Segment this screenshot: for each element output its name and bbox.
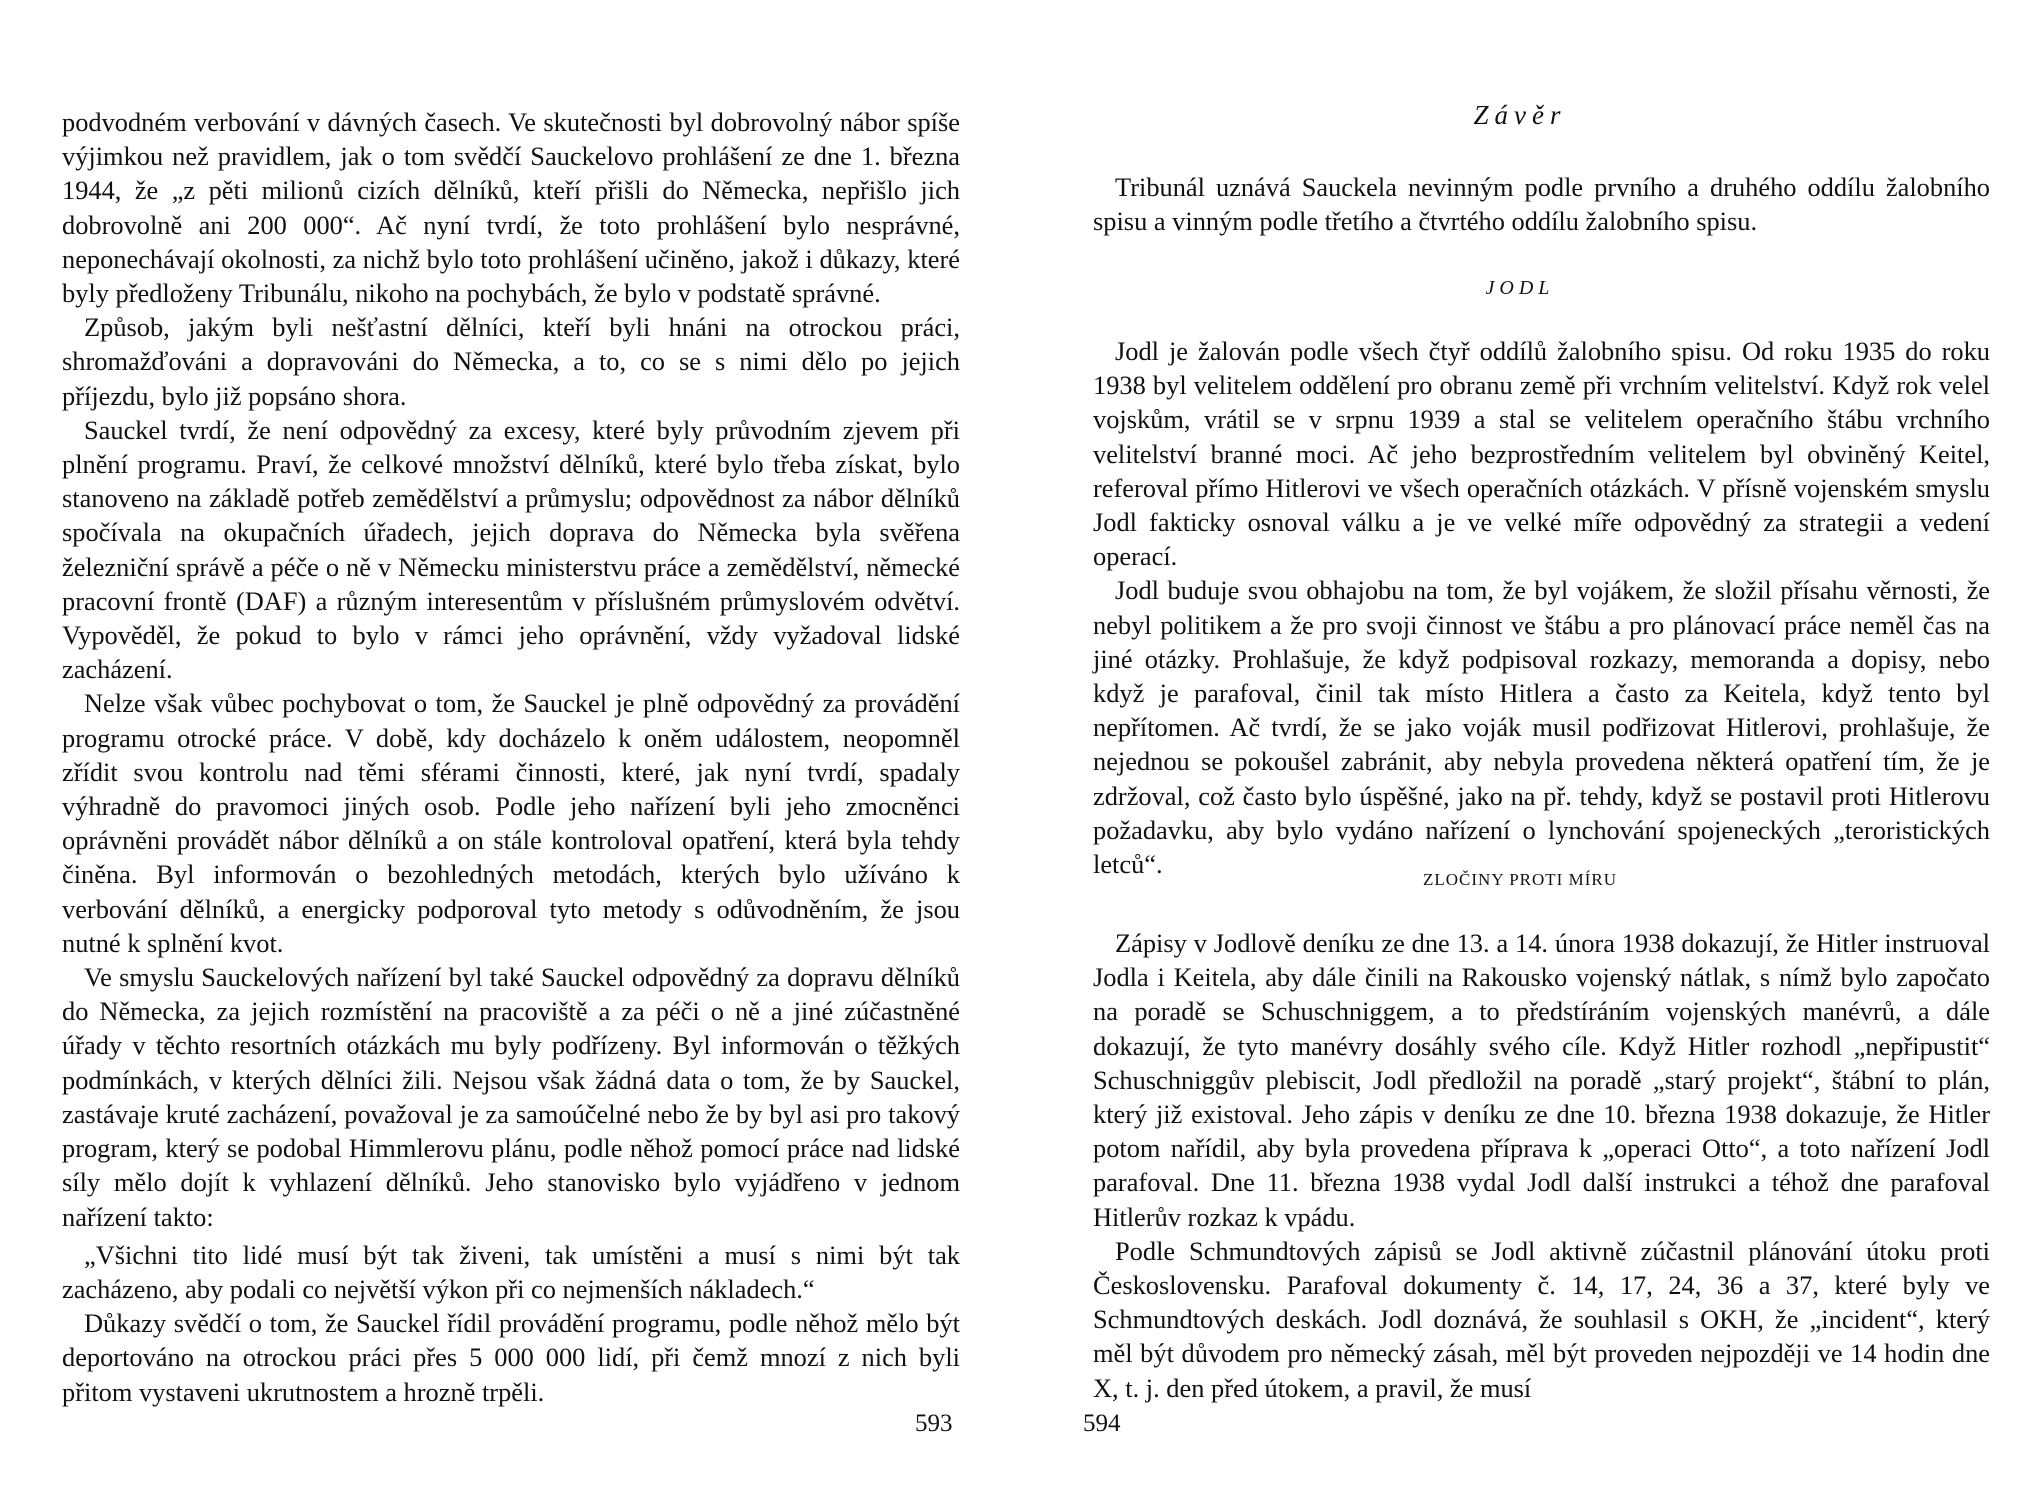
zaver-paragraph: Tribunál uznává Sauckela nevinným podle prvního a druhého oddílu žalobního spisu a vinným podle třetího a čtvrtého oddílu žalobního spisu. xyxy=(1093,172,1990,237)
jodl-paragraph: Jodl buduje svou obhajobu na tom, že byl vojákem, že složil přísahu věrnosti, že nebyl politikem a že pro svoji činnost ve štábu a pro plánovací práce neměl čas na jiné otázky. Prohlašuje, že když podpisoval rozkazy, memoranda a dopisy, nebo když je parafoval, činil tak místo Hitlera a často za Keitela, když tento byl nepřítomen. Ač tvrdí, že se jako voják musil podřizovat Hitlerovi, prohlašuje, že nejednou se pokoušel zabránit, aby nebyla provedena některá opatření tím, že je zdržoval, což často bylo úspěšné, jako na př. tehdy, když se postavil proti Hitlerovu požadavku, aby bylo vydáno nařízení o lynchování spojeneckých „teroristických letců“. xyxy=(1093,575,1990,880)
zlociny-text-block xyxy=(1093,926,1990,1405)
left-page xyxy=(0,0,1010,1500)
right-page xyxy=(1010,0,2030,1500)
zlociny-paragraph: Zápisy v Jodlově deníku ze dne 13. a 14. února 1938 dokazují, že Hitler instruoval Jodla i Keitela, aby dále činili na Rakousko vojenský nátlak, s nímž bylo započato na poradě se Schuschniggem, a to předstíráním vojenských manévrů, a dále dokazují, že tyto manévry dosáhly svého cíle. Když Hitler rozhodl „nepřipustit“ Schuschniggův plebiscit, Jodl předložil na poradě „starý projekt“, štábní to plán, který již existoval. Jeho zápis v deníku ze dne 10. března 1938 dokazuje, že Hitler potom nařídil, aby byla provedena příprava k „operaci Otto“, a toto nařízení Jodl parafoval. Dne 11. března 1938 vydal Jodl další instrukci a téhož dne parafoval Hitlerův rozkaz k vpádu. xyxy=(1093,928,1990,1232)
zaver-heading: Závěr xyxy=(1473,100,1567,130)
left-paragraph-quote: „Všichni tito lidé musí být tak živeni, tak umístěni a musí s nimi být tak zacházeno, aby podali co největší výkon při co nejmenších nákladech.“ xyxy=(62,1239,960,1304)
page-number-right: 594 xyxy=(1083,1410,1121,1437)
left-paragraph: Sauckel tvrdí, že není odpovědný za excesy, které byly průvodním zjevem při plnění programu. Praví, že celkové množství dělníků, které bylo třeba získat, bylo stanoveno na základě potřeb zemědělství a průmyslu; odpovědnost za nábor dělníků spočívala na okupačních úřadech, jejich doprava do Německa byla svěřena železniční správě a péče o ně v Německu ministerstvu práce a zemědělství, německé pracovní frontě (DAF) a různým interesentům v příslušném průmyslovém odvětví. Vypověděl, že pokud to bylo v rámci jeho oprávnění, vždy vyžadoval lidské zacházení. xyxy=(62,414,960,685)
jodl-text-block xyxy=(1093,334,1990,881)
jodl-heading: JODL xyxy=(1485,277,1555,299)
zlociny-heading: ZLOČINY PROTI MÍRU xyxy=(1423,870,1617,889)
left-paragraph: Ve smyslu Sauckelových nařízení byl také Sauckel odpovědný za dopravu dělníků do Německa, za jejich rozmístění na pracoviště a za péči o ně a jiné zúčastněné úřady v těchto resortních otázkách mu byly podřízeny. Byl informován o těžkých podmínkách, v kterých dělníci žili. Nejsou však žádná data o tom, že by Sauckel, zastávaje kruté zacházení, považoval je za samoúčelné nebo že by byl asi pro takový program, který se podobal Himmlerovu plánu, podle něhož pomocí práce nad lidské síly mělo dojít k vyhlazení dělníků. Jeho stanovisko bylo vyjádřeno v jednom nařízení takto: xyxy=(62,962,960,1232)
zlociny-paragraph: Podle Schmundtových zápisů se Jodl aktivně zúčastnil plánování útoku proti Československu. Parafoval dokumenty č. 14, 17, 24, 36 a 37, které byly ve Schmundtových deskách. Jodl doznává, že souhlasil s OKH, že „incident“, který měl být důvodem pro německý zásah, měl být proveden nejpozději ve 14 hodin dne X, t. j. den před útokem, a pravil, že musí xyxy=(1093,1235,1990,1403)
jodl-paragraph: Jodl je žalován podle všech čtyř oddílů žalobního spisu. Od roku 1935 do roku 1938 byl velitelem oddělení pro obranu země při vrchním velitelství. Když rok velel vojskům, vrátil se v srpnu 1939 a stal se velitelem operačního štábu vrchního velitelství branné moci. Ač jeho bezprostředním velitelem byl obviněný Keitel, referoval přímo Hitlerovi ve všech operačních otázkách. V přísně vojenském smyslu Jodl fakticky osnoval válku a je ve velké míře odpovědný za strategii a vedení operací. xyxy=(1093,336,1990,572)
zaver-text-block xyxy=(1093,170,1990,238)
left-page-body xyxy=(62,105,960,1409)
page-number-left: 593 xyxy=(915,1410,953,1437)
left-paragraph: podvodném verbování v dávných časech. Ve skutečnosti byl dobrovolný nábor spíše výjimkou než pravidlem, jak o tom svědčí Sauckelovo prohlášení ze dne 1. března 1944, že „z pěti milionů cizích dělníků, kteří přišli do Německa, nepřišlo jich dobrovolně ani 200 000“. Ač nyní tvrdí, že toto prohlášení bylo nesprávné, neponechávají okolnosti, za nichž bylo toto prohlášení učiněno, jakož i důkazy, které byly předloženy Tribunálu, nikoho na pochybách, že bylo v podstatě správné. xyxy=(62,107,960,309)
left-paragraph: Nelze však vůbec pochybovat o tom, že Sauckel je plně odpovědný za provádění programu otrocké práce. V době, kdy docházelo k oněm událostem, neopomněl zřídit svou kontrolu nad těmi sférami činnosti, které, jak nyní tvrdí, spadaly výhradně do pravomoci jiných osob. Podle jeho nařízení byli jeho zmocněnci oprávněni provádět nábor dělníků a on stále kontroloval opatření, která byla tehdy činěna. Byl informován o bezohledných metodách, kterých bylo užíváno k verbování dělníků, a energicky podporoval tyto metody s odůvodněním, že jsou nutné k splnění kvot. xyxy=(62,688,960,958)
left-paragraph: Důkazy svědčí o tom, že Sauckel řídil provádění programu, podle něhož mělo být deportováno na otrockou práci přes 5 000 000 lidí, při čemž mnozí z nich byli přitom vystaveni ukrutnostem a hrozně trpěli. xyxy=(62,1308,960,1407)
left-paragraph: Způsob, jakým byli nešťastní dělníci, kteří byli hnáni na otrockou práci, shromažďováni a dopravováni do Německa, a to, co se s nimi dělo po jejich příjezdu, bylo již popsáno shora. xyxy=(62,312,960,411)
